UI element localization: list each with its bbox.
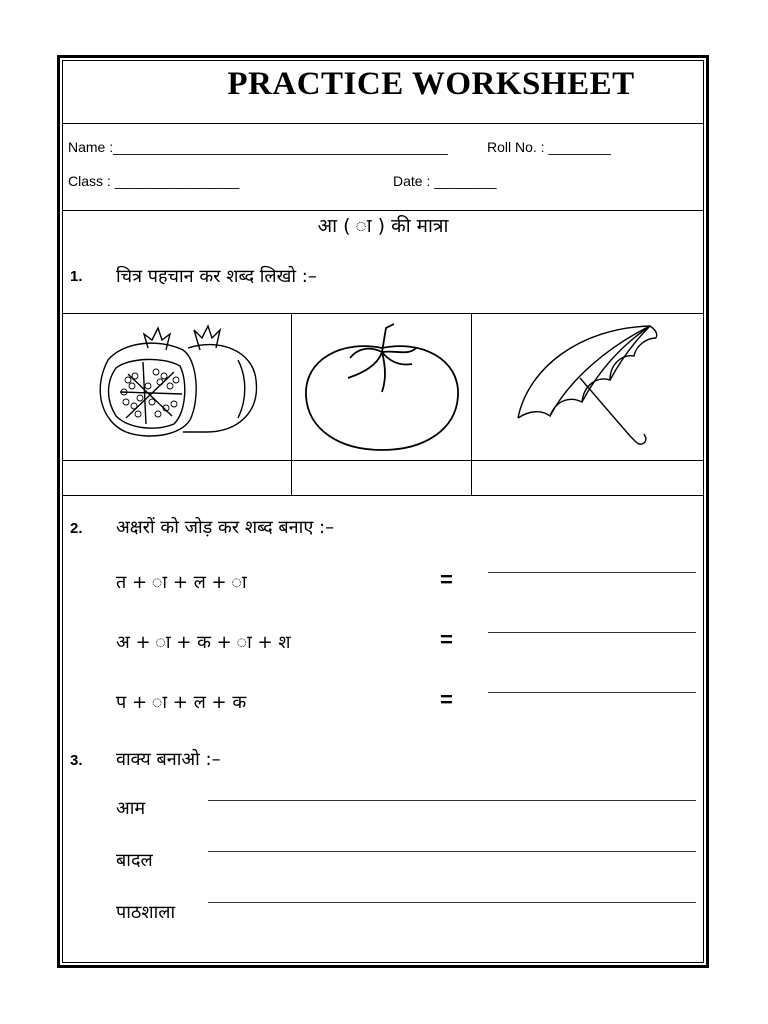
class-blank: ________________ xyxy=(114,173,240,189)
date-label: Date : xyxy=(393,173,431,189)
answer-blank-3[interactable] xyxy=(488,692,696,693)
umbrella-picture xyxy=(510,318,665,453)
question-1-text: चित्र पहचान कर शब्द लिखो :– xyxy=(116,266,317,287)
sentence-blank-2[interactable] xyxy=(208,851,696,852)
name-field[interactable] xyxy=(68,139,448,155)
pomegranate-picture xyxy=(88,320,268,440)
class-label: Class : xyxy=(68,173,111,189)
roll-no-blank: ________ xyxy=(548,139,611,155)
join-letters-row-3: प + ा + ल + क xyxy=(116,692,247,713)
roll-no-field[interactable] xyxy=(487,139,611,155)
equals-sign-2: = xyxy=(440,627,453,652)
sentence-word-2: बादल xyxy=(116,850,153,871)
header-divider xyxy=(62,210,704,211)
name-blank: ___________________________________________ xyxy=(113,139,448,155)
sentence-blank-3[interactable] xyxy=(208,902,696,903)
question-1-number: 1. xyxy=(70,268,83,285)
equals-sign-1: = xyxy=(440,567,453,592)
roll-no-label: Roll No. : xyxy=(487,139,545,155)
name-label: Name : xyxy=(68,139,114,155)
answer-blank-2[interactable] xyxy=(488,632,696,633)
sentence-blank-1[interactable] xyxy=(208,800,696,801)
date-field[interactable] xyxy=(393,173,497,189)
image-table-middle xyxy=(62,460,704,461)
sentence-word-1: आम xyxy=(116,798,146,819)
page-title: PRACTICE WORKSHEET xyxy=(227,66,635,102)
question-2-number: 2. xyxy=(70,520,83,537)
title-divider xyxy=(62,123,704,124)
worksheet-border-inner xyxy=(62,60,704,963)
image-table-bottom xyxy=(62,495,704,496)
sentence-word-3: पाठशाला xyxy=(116,902,176,923)
answer-blank-1[interactable] xyxy=(488,572,696,573)
join-letters-row-1: त + ा + ल + ा xyxy=(116,572,247,593)
section-heading: आ ( ा ) की मात्रा xyxy=(317,215,449,237)
image-table-top xyxy=(62,313,704,314)
date-blank: ________ xyxy=(434,173,497,189)
question-2-text: अक्षरों को जोड़ कर शब्द बनाए :– xyxy=(116,517,335,538)
question-3-number: 3. xyxy=(70,752,83,769)
tomato-picture xyxy=(300,318,465,453)
equals-sign-3: = xyxy=(440,687,453,712)
image-table-divider-1 xyxy=(291,313,292,495)
class-field[interactable] xyxy=(68,173,239,189)
image-table-divider-2 xyxy=(471,313,472,495)
question-3-text: वाक्य बनाओ :– xyxy=(116,749,221,770)
join-letters-row-2: अ + ा + क + ा + श xyxy=(116,632,291,653)
